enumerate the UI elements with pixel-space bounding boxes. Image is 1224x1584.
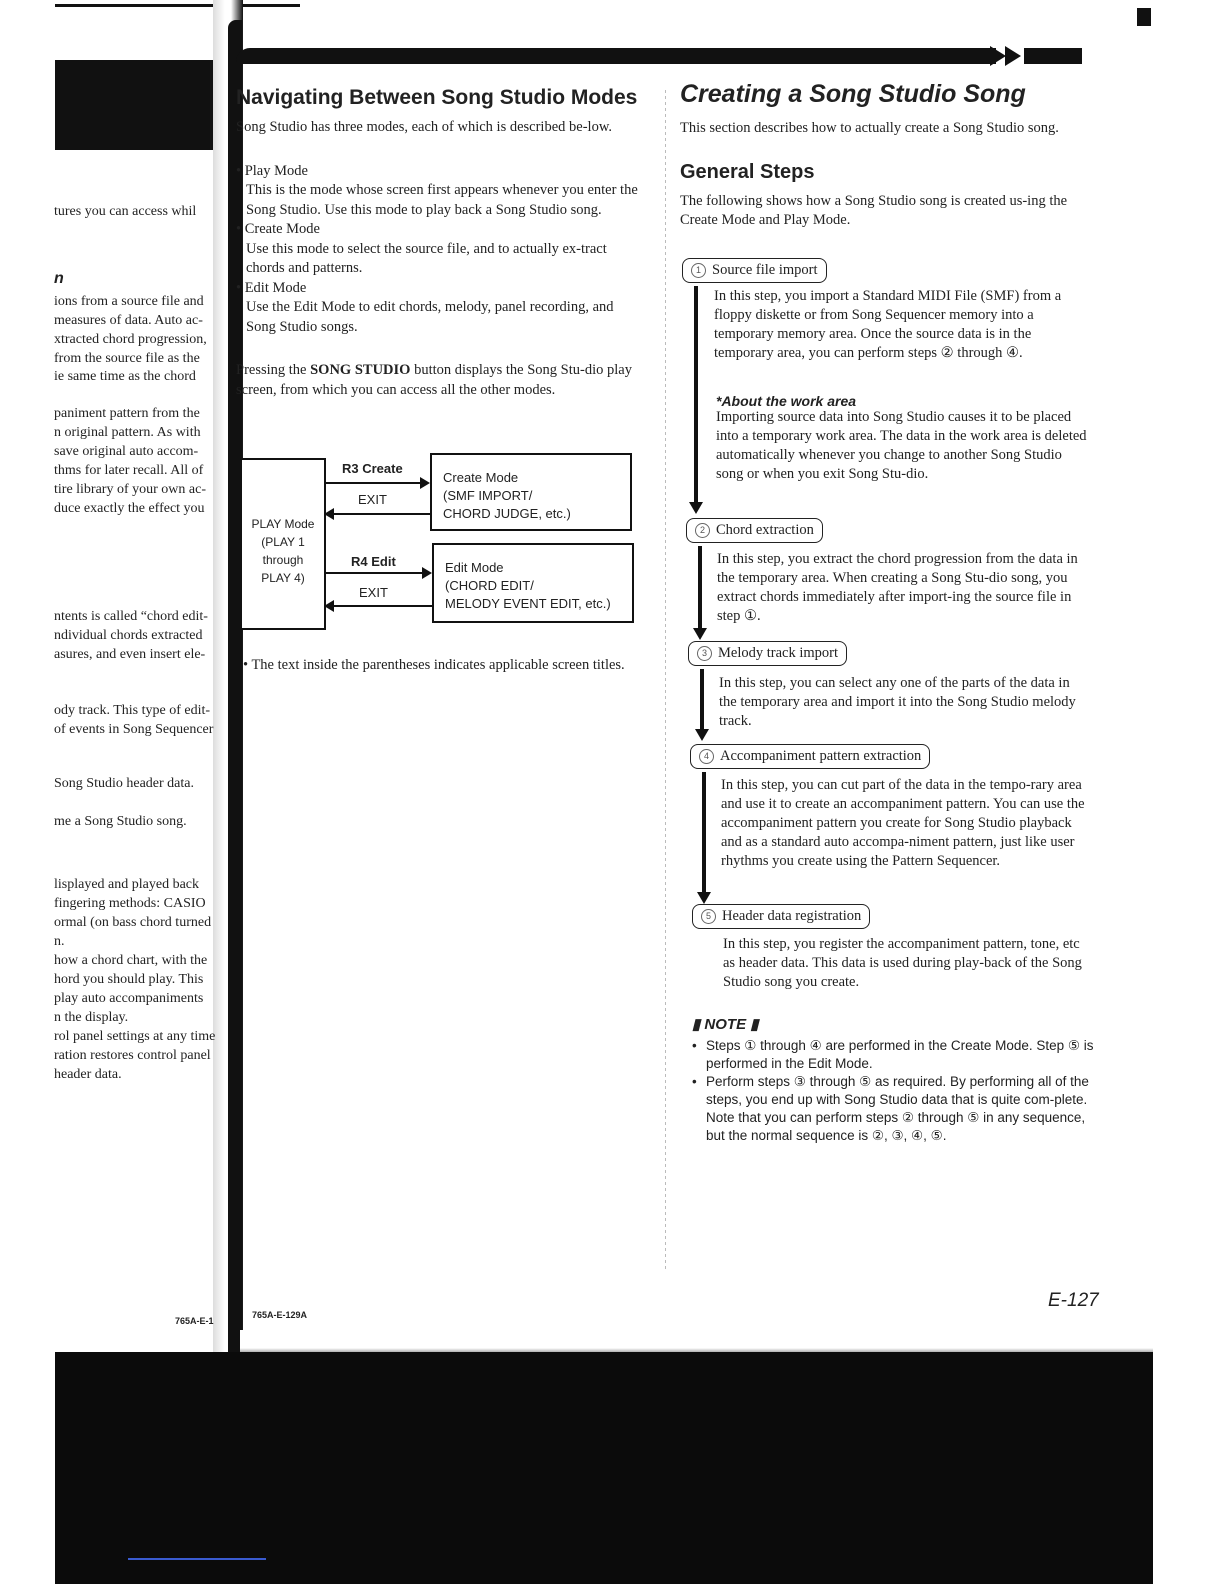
step-connector xyxy=(694,286,698,504)
left-fragment: ration restores control panel xyxy=(54,1048,211,1063)
right-column-header xyxy=(680,80,1090,231)
general-steps-intro: The following shows how a Song Studio song is created us-ing the Create Mode and Play Mode. xyxy=(680,192,1068,228)
create-box-line: (SMF IMPORT/ xyxy=(443,488,533,503)
down-arrow-icon xyxy=(695,729,709,741)
mode-description: This is the mode whose screen first appears whenever you enter the Song Studio. Use this mode to play back a Song Studio song. xyxy=(246,182,638,218)
step-5-label xyxy=(692,904,870,929)
step-1-label xyxy=(682,258,827,283)
arrow-from-create xyxy=(334,513,430,515)
left-fragment: ie same time as the chord xyxy=(54,369,196,384)
arrow-to-create xyxy=(326,482,421,484)
page-number: E-127 xyxy=(1048,1290,1099,1311)
step-number-icon: 3 xyxy=(697,646,712,661)
parenthesis-note-text: The text inside the parentheses indicates applicable screen titles. xyxy=(251,657,625,673)
left-fragment: asures, and even insert ele- xyxy=(54,647,206,662)
edit-box-line: MELODY EVENT EDIT, etc.) xyxy=(445,596,611,611)
left-fragment: ndividual chords extracted xyxy=(54,628,203,643)
header-bar xyxy=(236,48,996,64)
step-1-text: In this step, you import a Standard MIDI File (SMF) from a floppy diskette or from Song Sequencer memory into a temporary memory area. Once the source data is in the temporary area, you can perform steps ② through ④. xyxy=(714,288,1062,361)
create-box-line: CHORD JUDGE, etc.) xyxy=(443,506,571,521)
scan-left-black-block xyxy=(55,60,215,150)
left-fragment: ody track. This type of edit- xyxy=(54,703,211,718)
left-fragment: ntents is called “chord edit- xyxy=(54,609,208,624)
note-item: • Steps ① through ④ are performed in the Create Mode. Step ⑤ is performed in the Edit Mode. xyxy=(692,1037,1097,1073)
middle-page-code: 765A-E-129A xyxy=(252,1310,308,1320)
note-heading-text: NOTE xyxy=(704,1016,747,1033)
scan-blue-line xyxy=(128,1558,266,1560)
step-connector xyxy=(700,669,704,731)
step-5-text: In this step, you register the accompaniment pattern, tone, etc as header data. This data is used during play-back of the Song Studio song you create. xyxy=(723,936,1082,990)
note-heading: ▮ NOTE ▮ xyxy=(692,1016,759,1033)
exit-label: EXIT xyxy=(359,585,388,600)
step-3-text: In this step, you can select any one of the parts of the data in the temporary area and import it into the Song Studio melody track. xyxy=(719,675,1076,729)
left-fragment: how a chord chart, with the xyxy=(54,953,208,968)
play-mode-box xyxy=(240,458,326,630)
step-2-label xyxy=(686,518,823,543)
arrow-to-edit xyxy=(326,572,423,574)
mode-description: Use this mode to select the source file, and to actually ex-tract chords and patterns. xyxy=(246,240,607,276)
r3-create-label: R3 Create xyxy=(342,461,403,476)
down-arrow-icon xyxy=(689,502,703,514)
mode-diagram xyxy=(240,455,640,635)
r4-edit-label: R4 Edit xyxy=(351,554,396,569)
song-studio-button-label: SONG STUDIO xyxy=(310,362,411,378)
exit-label: EXIT xyxy=(358,492,387,507)
step-connector xyxy=(702,772,706,894)
note-item-text: Steps ① through ④ are performed in the Create Mode. Step ⑤ is performed in the Edit Mode. xyxy=(706,1038,1094,1071)
left-fragment: ions from a source file and xyxy=(54,294,204,309)
left-fragment: save original auto accom- xyxy=(54,444,199,459)
step-title: Header data registration xyxy=(722,908,862,924)
left-fragment: ormal (on bass chord turned xyxy=(54,915,212,930)
note-item: • Perform steps ③ through ⑤ as required. By performing all of the steps, you end up with Song Studio data that is quite com-plete. Note that you can perform steps ② through ⑤ in any sequence, but the normal sequence is ②, ③, ④, ⑤. xyxy=(692,1073,1097,1145)
arrow-left-icon xyxy=(324,508,334,520)
pressing-text-start: Pressing the xyxy=(236,362,311,378)
left-fragment: me a Song Studio song. xyxy=(54,814,187,829)
note-box xyxy=(692,1015,1097,1145)
right-intro: This section describes how to actually create a Song Studio song. xyxy=(680,120,1059,136)
step-3-label xyxy=(688,641,847,666)
note-item-text: Perform steps ③ through ⑤ as required. By performing all of the steps, you end up with Song Studio data that is quite com-plete. Note that you can perform steps ② through ⑤ in any sequence, but the normal sequence is ②, ③, ④, ⑤. xyxy=(706,1074,1089,1143)
mode-description: Use the Edit Mode to edit chords, melody, panel recording, and Song Studio songs. xyxy=(246,299,614,335)
mode-item: • Play Mode This is the mode whose screen first appears whenever you enter the Song Studio. Use this mode to play back a Song Studio song. xyxy=(236,162,641,221)
mode-title: Create Mode xyxy=(244,221,320,237)
create-mode-box xyxy=(430,453,632,531)
edit-box-line: (CHORD EDIT/ xyxy=(445,578,534,593)
parenthesis-note: • The text inside the parentheses indicates applicable screen titles. xyxy=(243,657,625,673)
section-heading: Navigating Between Song Studio Modes xyxy=(236,86,638,109)
step-title: Source file import xyxy=(712,262,818,278)
step-title: Accompaniment pattern extraction xyxy=(720,748,922,764)
arrow-right-icon xyxy=(422,567,432,579)
left-fragment: thms for later recall. All of xyxy=(54,463,204,478)
scan-top-rule xyxy=(55,4,300,7)
scan-corner-mark xyxy=(1137,8,1151,26)
play-box-line: PLAY 4) xyxy=(261,571,305,585)
left-fragment: n. xyxy=(54,934,65,949)
edit-box-line: Edit Mode xyxy=(445,560,504,575)
left-fragment: Song Studio header data. xyxy=(54,776,194,791)
mode-item: • Edit Mode Use the Edit Mode to edit chords, melody, panel recording, and Song Studio songs. xyxy=(236,279,641,338)
play-box-line: (PLAY 1 through xyxy=(261,535,305,567)
intro-text: Song Studio has three modes, each of which is described be-low. xyxy=(236,119,612,135)
header-arrow-icon xyxy=(1005,46,1021,66)
left-fragment: from the source file as the xyxy=(54,351,200,366)
header-bar-end xyxy=(1024,48,1082,64)
work-area-heading: *About the work area xyxy=(716,393,857,409)
left-fragment: header data. xyxy=(54,1067,122,1082)
step-2-text: In this step, you extract the chord progression from the data in the temporary area. When creating a Song Stu-dio song, you extract chords immediately after import-ing the source file in step ①. xyxy=(717,551,1078,624)
left-fragment: of events in Song Sequencer xyxy=(54,722,214,737)
step-number-icon: 4 xyxy=(699,749,714,764)
down-arrow-icon xyxy=(693,628,707,640)
left-fragment: n original pattern. As with xyxy=(54,425,201,440)
step-4-text: In this step, you can cut part of the data in the tempo-rary area and use it to create an accompaniment pattern. You can use the accompaniment pattern you create for Song Studio playback and as a standard auto accompa-niment pattern, just like user rhythms you create using the Pattern Sequencer. xyxy=(721,777,1085,869)
step-number-icon: 5 xyxy=(701,909,716,924)
left-fragment: play auto accompaniments xyxy=(54,991,204,1006)
page-title: Creating a Song Studio Song xyxy=(680,80,1026,108)
step-title: Melody track import xyxy=(718,645,839,661)
step-number-icon: 2 xyxy=(695,523,710,538)
middle-column xyxy=(236,86,641,400)
left-fragment: hord you should play. This xyxy=(54,972,204,987)
arrow-left-icon xyxy=(324,600,334,612)
left-fragment: rol panel settings at any time xyxy=(54,1029,216,1044)
mode-list xyxy=(236,162,641,338)
left-fragment: duce exactly the effect you xyxy=(54,501,205,516)
mode-title: Edit Mode xyxy=(244,279,307,296)
left-fragment: fingering methods: CASIO xyxy=(54,896,206,911)
pressing-text xyxy=(236,361,641,400)
left-fragment: tire library of your own ac- xyxy=(54,482,206,497)
play-box-line: PLAY Mode xyxy=(251,517,315,531)
arrow-right-icon xyxy=(420,477,430,489)
left-fragment: lisplayed and played back xyxy=(54,877,200,892)
scan-bottom-black xyxy=(55,1352,1153,1584)
left-fragment: n the display. xyxy=(54,1010,129,1025)
work-area-text: Importing source data into Song Studio causes it to be placed into a temporary work area. The data in the work area is deleted automatically whenever you change to another Song Studio song or when you exit Song Stu-dio. xyxy=(716,409,1087,482)
step-number-icon: 1 xyxy=(691,263,706,278)
down-arrow-icon xyxy=(697,892,711,904)
left-fragment: paniment pattern from the xyxy=(54,406,200,421)
left-fragment: tures you can access whil xyxy=(54,204,197,219)
arrow-from-edit xyxy=(334,605,432,607)
pressing-text-end: button displays the Song Stu-dio play screen, from which you can access all the other modes. xyxy=(236,362,632,398)
create-box-line: Create Mode xyxy=(443,470,519,485)
general-steps-heading: General Steps xyxy=(680,160,815,183)
column-separator xyxy=(665,90,666,1270)
edit-mode-box xyxy=(432,543,634,623)
step-title: Chord extraction xyxy=(716,522,814,538)
mode-title: Play Mode xyxy=(244,162,308,179)
left-fragment: measures of data. Auto ac- xyxy=(54,313,203,328)
header-arrow-icon xyxy=(990,46,1006,66)
left-fragment: n xyxy=(54,270,64,287)
step-connector xyxy=(698,546,702,630)
step-4-label xyxy=(690,744,930,769)
left-fragment: xtracted chord progression, xyxy=(54,332,207,347)
mode-item: • Create Mode Use this mode to select the source file, and to actually ex-tract chords and patterns. xyxy=(236,220,641,279)
left-page-code: 765A-E-1 xyxy=(175,1316,214,1326)
